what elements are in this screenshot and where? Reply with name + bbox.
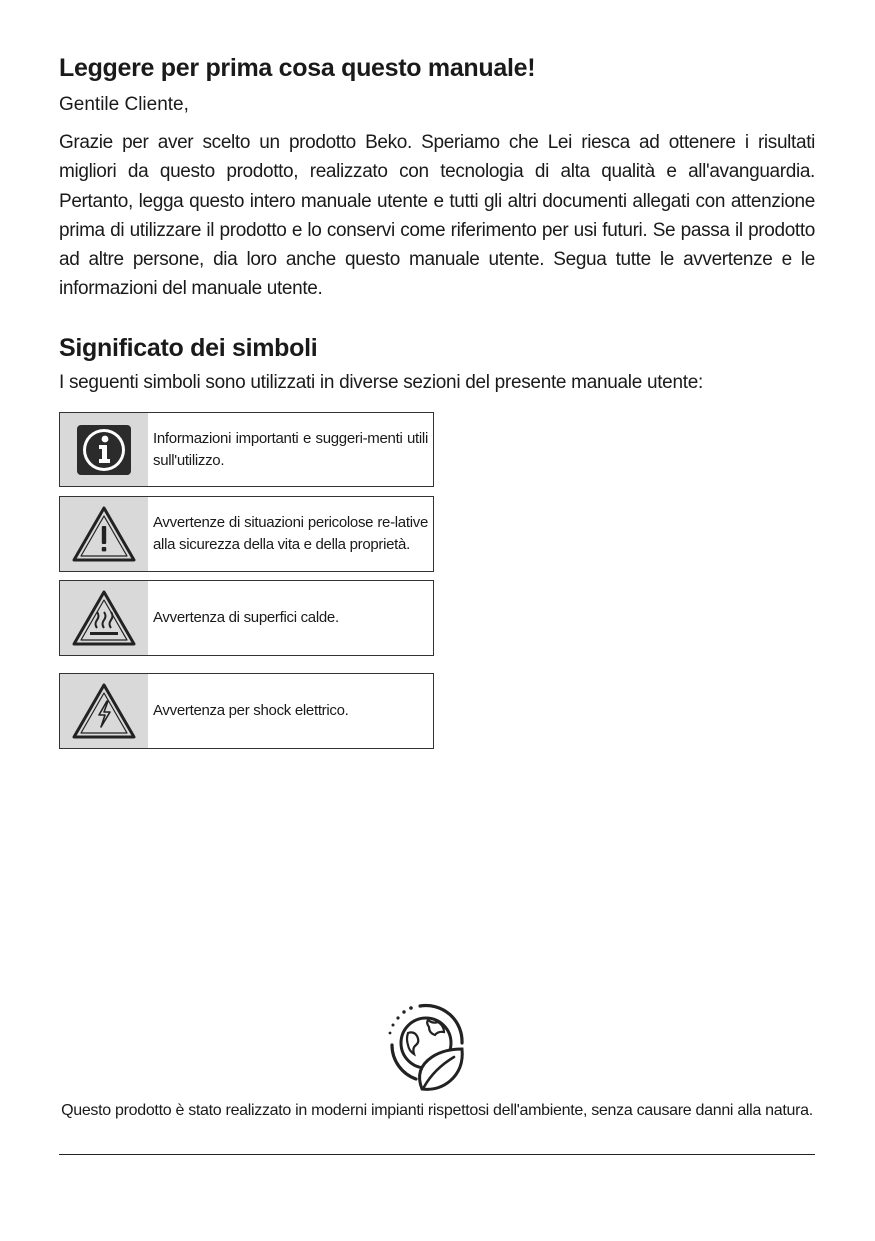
symbol-row-electric-shock — [59, 673, 434, 749]
symbol-row-warning — [59, 496, 434, 572]
eco-statement: Questo prodotto è stato realizzato in moderni impianti rispettosi dell'ambiente, senza causare danni alla natura. — [61, 1102, 813, 1119]
greeting: Gentile Cliente, — [59, 94, 189, 115]
symbol-text-electric-shock: Avvertenza per shock elettrico. — [153, 702, 349, 719]
symbol-text-warning: Avvertenze di situazioni pericolose re-lative alla sicurezza della vita e della proprietà. — [153, 514, 428, 553]
symbol-text-hot-surface: Avvertenza di superfici calde. — [153, 609, 339, 626]
info-icon — [60, 413, 148, 486]
symbol-row-info — [59, 412, 434, 487]
footer-divider — [59, 1154, 815, 1155]
symbol-text-info: Informazioni importanti e suggeri-menti utili sull'utilizzo. — [153, 429, 428, 469]
electric-shock-icon — [60, 674, 148, 748]
main-heading: Leggere per prima cosa questo manuale! — [59, 54, 536, 82]
intro-paragraph: Grazie per aver scelto un prodotto Beko. Speriamo che Lei riesca ad ottenere i risultati migliori da questo prodotto, realizzato con tecnologia di alta qualità e all'avanguardia. Pertanto, legga questo intero manuale utente e tutti gli altri documenti allegati con attenzione prima di utilizzare il prodotto e lo conservi come riferimento per usi futuri. Se passa il prodotto ad altre persone, dia loro anche questo manuale utente. Segua tutte le avvertenze e le informazioni del manuale utente. — [59, 132, 815, 300]
symbols-intro: I seguenti simboli sono utilizzati in diverse sezioni del presente manuale utente: — [59, 372, 703, 393]
hot-surface-icon — [60, 581, 148, 655]
symbol-row-hot-surface — [59, 580, 434, 656]
eco-globe-leaf-icon — [386, 1003, 468, 1093]
warning-icon — [60, 497, 148, 571]
symbols-heading: Significato dei simboli — [59, 334, 318, 362]
